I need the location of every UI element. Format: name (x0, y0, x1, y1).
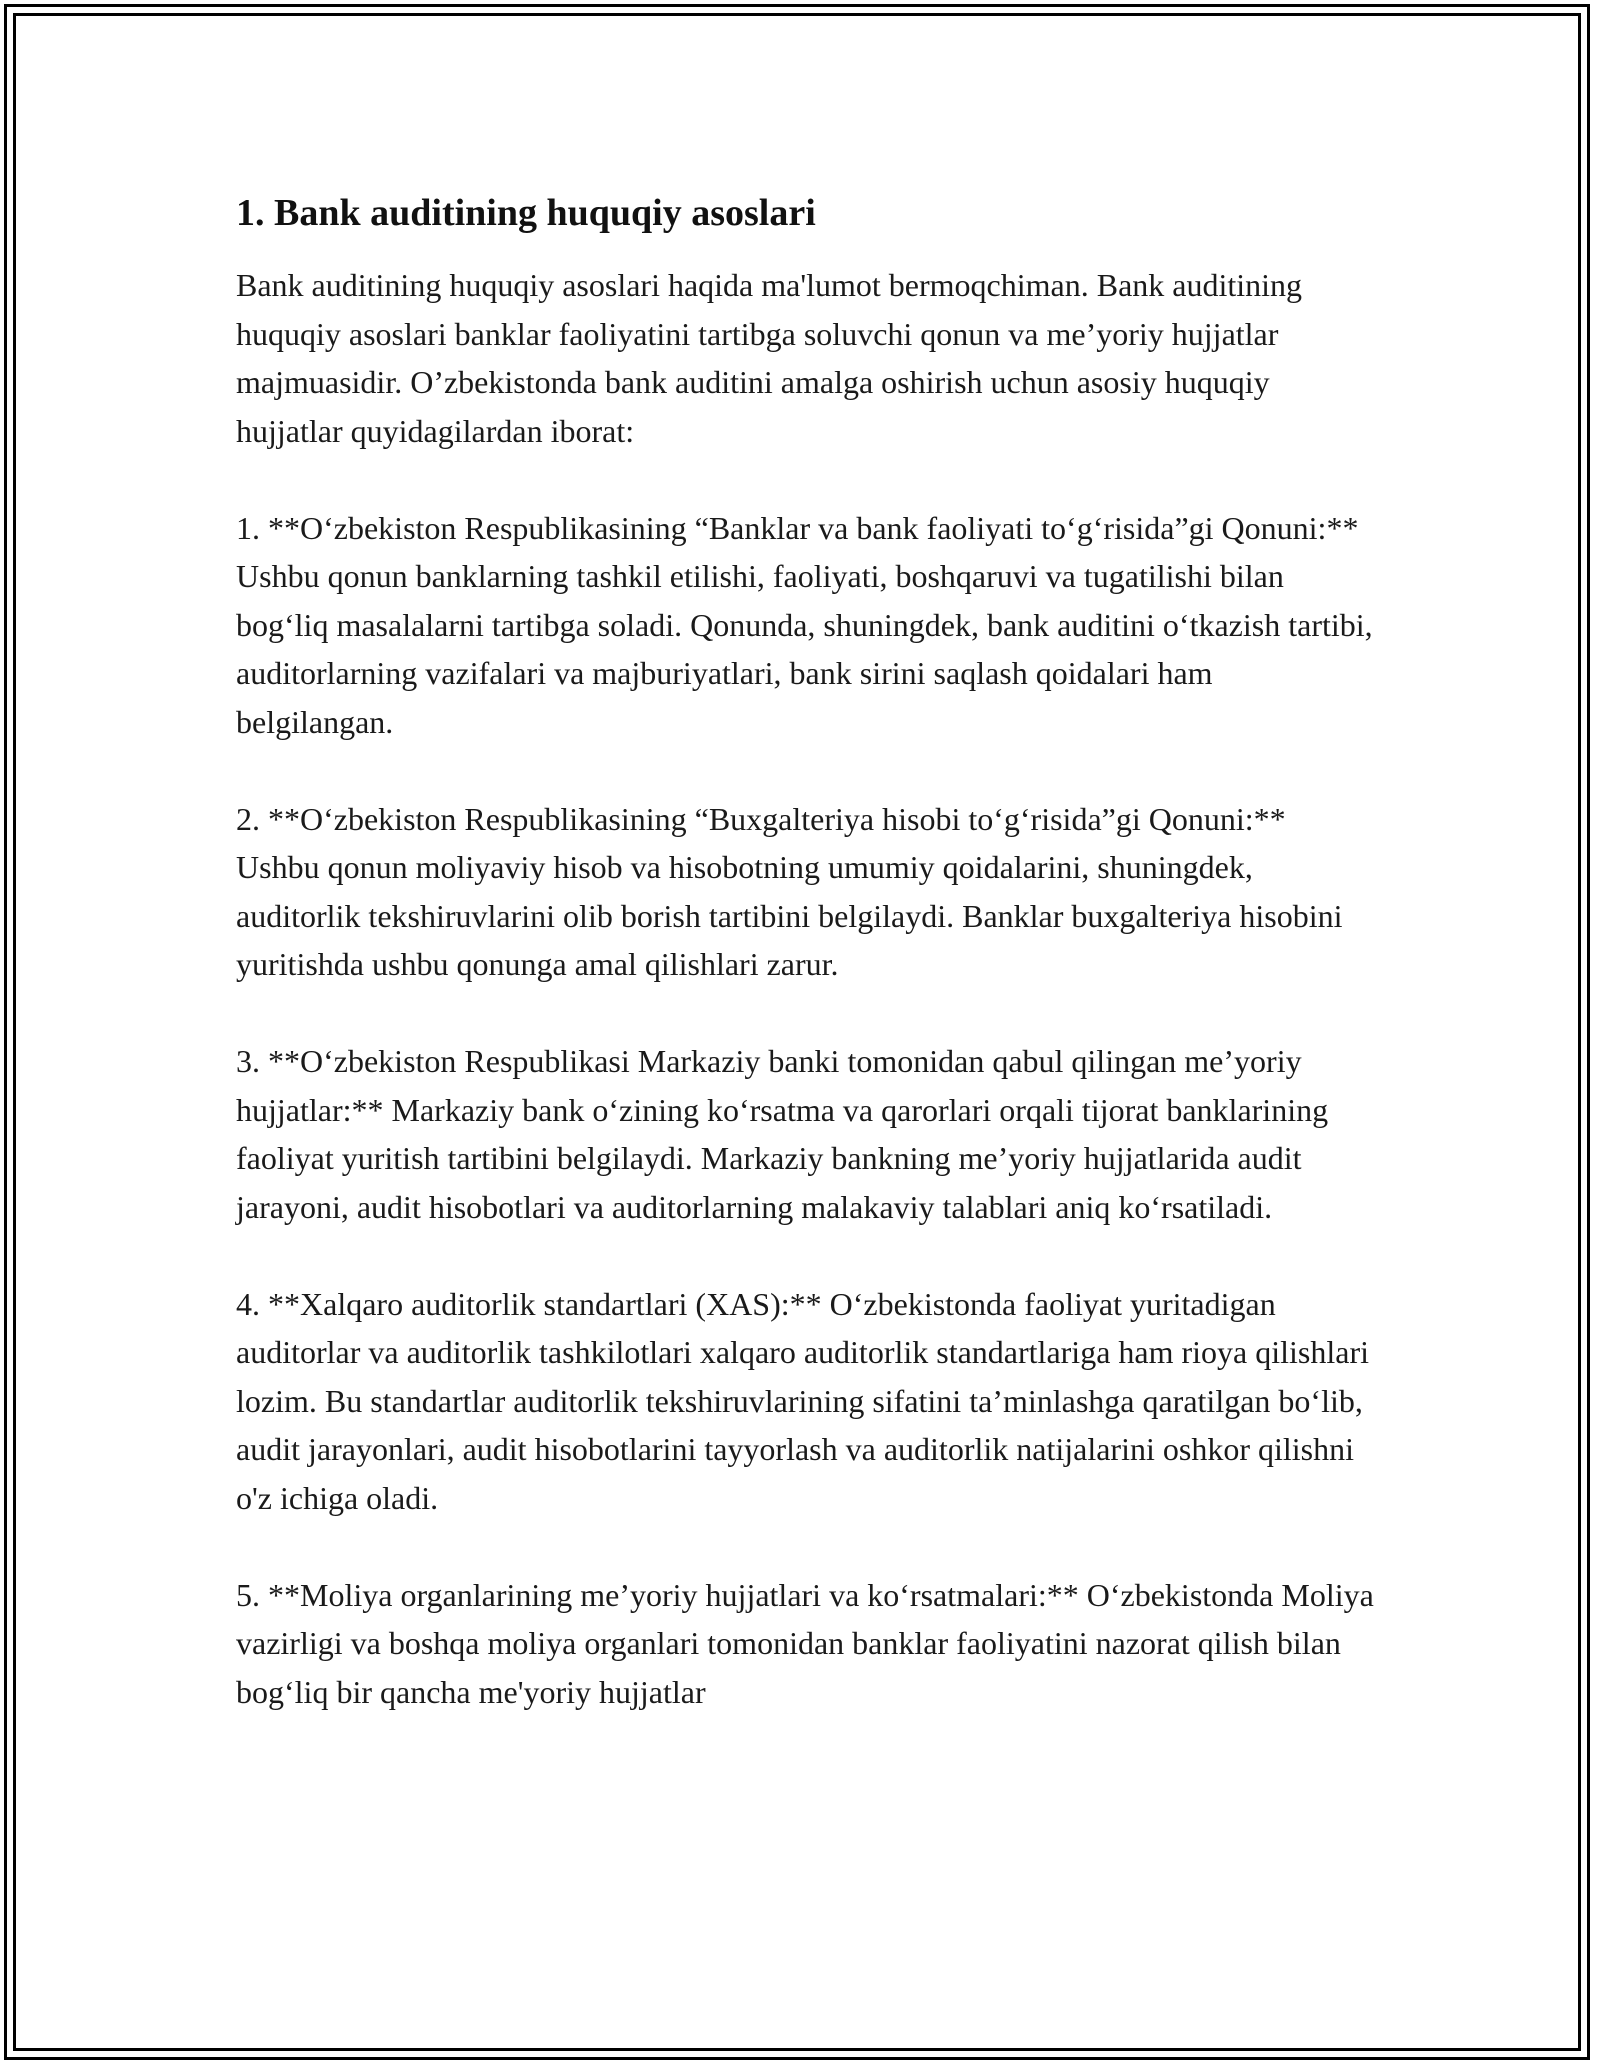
document-body (236, 185, 1376, 1765)
list-item-1: 1. **O‘zbekiston Respublikasining “Banklar va bank faoliyati to‘g‘risida”gi Qonuni:** Ushbu qonun banklarning tashkil etilishi, faoliyati, boshqaruvi va tugatilishi bilan bog‘liq masalalarni tartibga soladi. Qonunda, shuningdek, bank auditini o‘tkazish tartibi, auditorlarning vazifalari va majburiyatlari, bank sirini saqlash qoidalari ham belgilangan. (236, 509, 1373, 740)
list-item-5: 5. **Moliya organlarining me’yoriy hujjatlari va ko‘rsatmalari:** O‘zbekistonda Moliya vazirligi va boshqa moliya organlari tomonidan banklar faoliyatini nazorat qilish bilan bog‘liq bir qancha me'yoriy hujjatlar (236, 1576, 1374, 1710)
list-item-2: 2. **O‘zbekiston Respublikasining “Buxgalteriya hisobi to‘g‘risida”gi Qonuni:** Ushbu qonun moliyaviy hisob va hisobotning umumiy qoidalarini, shuningdek, auditorlik tekshiruvlarini olib borish tartibini belgilaydi. Banklar buxgalteriya hisobini yuritishda ushbu qonunga amal qilishlari zarur. (236, 800, 1343, 982)
list-item-4: 4. **Xalqaro auditorlik standartlari (XAS):** O‘zbekistonda faoliyat yuritadigan auditorlar va auditorlik tashkilotlari xalqaro auditorlik standartlariga ham rioya qilishlari lozim. Bu standartlar auditorlik tekshiruvlarining sifatini ta’minlashga qaratilgan bo‘lib, audit jarayonlari, audit hisobotlarini tayyorlash va auditorlik natijalarini oshkor qilishni o'z ichiga oladi. (236, 1285, 1369, 1516)
intro-paragraph: Bank auditining huquqiy asoslari haqida ma'lumot bermoqchiman. Bank auditining huquqiy asoslari banklar faoliyatini tartibga soluvchi qonun va me’yoriy hujjatlar majmuasidir. O’zbekistonda bank auditini amalga oshirish uchun asosiy huquqiy hujjatlar quyidagilardan iborat: (236, 267, 1303, 449)
section-heading: 1. Bank auditining huquqiy asoslari (236, 192, 816, 234)
list-item-3: 3. **O‘zbekiston Respublikasi Markaziy banki tomonidan qabul qilingan me’yoriy hujjatlar:** Markaziy bank o‘zining ko‘rsatma va qarorlari orqali tijorat banklarining faoliyat yuritish tartibini belgilaydi. Markaziy bankning me’yoriy hujjatlarida audit jarayoni, audit hisobotlari va auditorlarning malakaviy talablari aniq ko‘rsatiladi. (236, 1043, 1329, 1225)
